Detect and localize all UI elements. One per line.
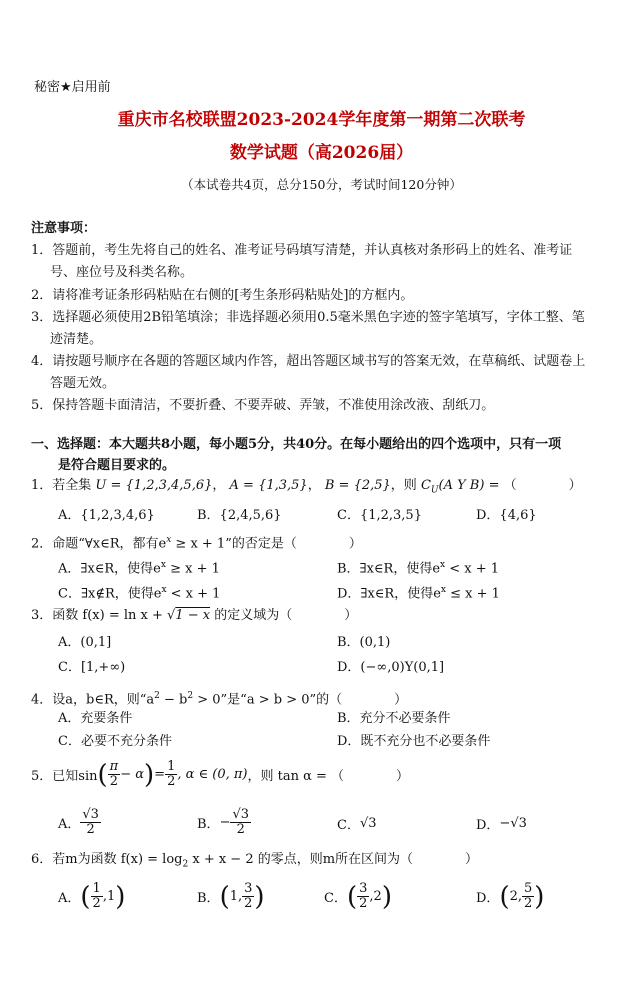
q6-b-den: 2 <box>244 896 253 911</box>
q6-d-fraction <box>522 882 534 911</box>
q1-option-d: D．{4,6} <box>476 508 537 523</box>
paren-open-icon: ( <box>219 881 230 912</box>
q1-option-a: A．{1,2,3,4,6} <box>58 508 155 523</box>
q2-stem-b: ≥ x + 1”的否定是（ ） <box>171 536 362 552</box>
note-1-cont: 号、座位号及科类名称。 <box>50 265 194 280</box>
comma: , <box>517 889 523 904</box>
q5-b-den: 2 <box>236 822 245 837</box>
q6-c-den: 2 <box>359 896 368 911</box>
q5-minus-alpha: − α <box>120 767 144 782</box>
q3-stem: 3．函数 f(x) = ln x + <box>31 608 167 623</box>
sqrt-icon: √ <box>167 608 176 623</box>
notes-heading: 注意事项： <box>31 221 97 236</box>
q3-stem-b: 的定义域为（ ） <box>210 608 358 623</box>
q6-option-a <box>58 882 125 911</box>
q6-option-b <box>197 882 265 911</box>
paren-close-icon: ) <box>534 881 545 912</box>
q4-stem: 4．设a，b∈R，则“a <box>31 692 155 708</box>
paren-open-icon: ( <box>499 881 510 912</box>
q1-expression: (A Y B) = <box>438 478 500 493</box>
q6-c-num: 3 <box>359 881 368 896</box>
paren-close-icon: ) <box>254 881 265 912</box>
q2-exponent: x <box>166 535 172 545</box>
q2-b-rest: < x + 1 <box>445 561 500 577</box>
q2-option-b <box>337 557 499 577</box>
q5-half-num: 1 <box>167 759 176 774</box>
q1-option-c: C．{1,2,3,5} <box>337 508 422 523</box>
q6-d-num: 5 <box>524 881 533 896</box>
q5-d-value: −√3 <box>499 816 527 831</box>
q6-b-lower: 1 <box>229 889 238 904</box>
q5-b-num: √3 <box>232 807 250 822</box>
question-2 <box>31 532 362 552</box>
q6-b-label: B． <box>197 891 220 906</box>
q2-a-text: A．∃x∈R，使得e <box>58 561 161 577</box>
q6-a-label: A． <box>58 891 81 906</box>
q1-set-b: B = {2,5} <box>324 478 391 493</box>
note-3: 3．选择题必须使用2B铅笔填涂；非选择题必须用0.5毫米黑色字迹的签字笔填写，字体工整、笔 <box>31 310 585 325</box>
note-4-cont: 答题无效。 <box>50 376 116 391</box>
q2-a-sup: x <box>160 560 166 570</box>
q5-a-fraction <box>80 808 101 837</box>
q2-c-rest: < x + 1 <box>166 586 221 602</box>
q3-option-d: D．(−∞,0)Y(0,1] <box>337 660 445 675</box>
question-5 <box>31 760 409 789</box>
q6-stem-b: x + x − 2 的零点，则m所在区间为（ ） <box>188 852 479 867</box>
q5-option-d <box>476 814 527 833</box>
q5-a-den: 2 <box>86 822 95 837</box>
q5-fraction-half <box>165 760 177 789</box>
note-2: 2．请将准考证条形码粘贴在右侧的[考生条形码粘贴处]的方框内。 <box>31 288 414 303</box>
note-4: 4．请按题号顺序在各题的答题区域内作答，超出答题区域书写的答案无效，在草稿纸、试题卷上 <box>31 354 586 369</box>
paren-open-icon: ( <box>80 881 91 912</box>
comma: , <box>369 889 374 904</box>
q6-c-label: C． <box>324 891 347 906</box>
q5-b-label: B． <box>197 817 220 832</box>
comma: , <box>102 889 107 904</box>
q1-complement-sub: U <box>430 485 439 496</box>
q2-b-text: B．∃x∈R，使得e <box>337 561 441 577</box>
q2-b-sup: x <box>440 560 446 570</box>
paren-close-icon: ) <box>381 881 392 912</box>
q6-a-den: 2 <box>92 896 101 911</box>
q1-sep2: ， <box>307 478 321 493</box>
q6-c-fraction <box>357 882 369 911</box>
exam-subtitle: 数学试题（高2026届） <box>229 143 414 163</box>
q6-option-d <box>476 882 544 911</box>
q3-radicand: 1 − x <box>175 608 211 623</box>
q2-d-text: D．∃x∈R，使得e <box>337 586 441 602</box>
q6-a-fraction <box>91 882 103 911</box>
q5-option-a <box>58 808 101 837</box>
q2-d-sup: x <box>440 585 446 595</box>
q3-option-a: A．(0,1] <box>58 635 112 650</box>
q6-b-fraction <box>242 882 254 911</box>
q6-stem: 6．若m为函数 f(x) = log <box>31 852 183 867</box>
q3-option-c: C．[1,+∞) <box>58 660 126 675</box>
q2-d-rest: ≤ x + 1 <box>446 586 500 602</box>
paren-open-icon: ( <box>97 759 108 790</box>
note-1: 1．答题前，考生先将自己的姓名、准考证号码填写清楚，并认真核对条形码上的姓名、准考证 <box>31 243 573 258</box>
q5-condition: , α ∈ (0, π) <box>177 767 248 782</box>
q1-sep1: ， <box>212 478 226 493</box>
q1-option-b: B．{2,4,5,6} <box>197 508 282 523</box>
section-heading-cont: 是符合题目要求的。 <box>58 458 176 473</box>
q4-stem-b: > 0”是“a > b > 0”的（ ） <box>193 692 408 708</box>
q2-option-a <box>58 557 220 577</box>
q5-d-label: D． <box>476 818 500 833</box>
q5-a-num: √3 <box>82 807 99 822</box>
q6-b-num: 3 <box>244 881 253 896</box>
q1-stem: 1．若全集 <box>31 478 92 493</box>
q6-option-c <box>324 882 392 911</box>
section-heading: 一、选择题：本大题共8小题，每小题5分，共40分。在每小题给出的四个选项中，只有一项 <box>31 437 562 452</box>
q2-c-text: C．∃x∉R，使得e <box>58 586 162 602</box>
q6-d-label: D． <box>476 891 500 906</box>
q2-c-sup: x <box>161 585 167 595</box>
q6-d-den: 2 <box>524 896 533 911</box>
paren-close-icon: ) <box>115 881 126 912</box>
q5-option-c <box>337 814 377 833</box>
q5-option-b <box>197 808 251 837</box>
q5-half-den: 2 <box>167 774 176 789</box>
q4-sup1: 2 <box>154 691 160 701</box>
q4-option-c: C．必要不充分条件 <box>58 734 172 749</box>
q1-universal-set: U = {1,2,3,4,5,6} <box>95 478 213 493</box>
q4-option-d: D．既不充分也不必要条件 <box>337 734 491 749</box>
paren-close-icon: ) <box>144 759 155 790</box>
q5-stem: 5．已知sin <box>31 769 98 784</box>
q5-c-label: C． <box>337 818 360 833</box>
q5-c-value: √3 <box>359 816 377 831</box>
q2-stem: 2．命题“∀x∈R，都有e <box>31 536 167 552</box>
question-4 <box>31 688 407 708</box>
q5-equals: = <box>154 767 166 782</box>
q4-sup2: 2 <box>187 691 194 701</box>
paren-open-icon: ( <box>346 881 358 912</box>
exam-info: （本试卷共4页，总分150分，考试时间120分钟） <box>181 177 462 192</box>
q5-frac-den: 2 <box>109 774 119 789</box>
q1-set-a: A = {1,3,5} <box>229 478 308 493</box>
q1-complement: C <box>420 478 431 493</box>
q2-a-rest: ≥ x + 1 <box>165 561 220 577</box>
q5-fraction-pi-2 <box>108 760 121 789</box>
q2-option-d <box>337 582 500 602</box>
q5-stem-b: ，则 tan α = （ ） <box>247 769 410 784</box>
question-1 <box>31 478 582 499</box>
q5-b-fraction <box>230 808 251 837</box>
q1-answer-blank: （ ） <box>503 478 582 493</box>
q6-c-upper: 2 <box>373 889 382 904</box>
q3-option-b: B．(0,1) <box>337 635 391 650</box>
comma: , <box>238 889 243 904</box>
note-5: 5．保持答题卡面清洁，不要折叠、不要弄破、弄皱，不准使用涂改液、刮纸刀。 <box>31 398 495 413</box>
q2-option-c <box>58 582 220 602</box>
question-3 <box>31 608 357 624</box>
q4-option-a: A．充要条件 <box>58 711 133 726</box>
confidential-label: 秘密★启用前 <box>34 80 111 95</box>
q6-a-upper: 1 <box>106 889 116 904</box>
question-6 <box>31 852 478 873</box>
q4-mid: − b <box>159 692 188 708</box>
q5-b-sign: − <box>219 815 231 830</box>
note-3-cont: 迹清楚。 <box>50 332 103 347</box>
q5-frac-num: π <box>109 759 119 774</box>
exam-title: 重庆市名校联盟2023-2024学年度第一期第二次联考 <box>117 110 526 130</box>
q4-option-b: B．充分不必要条件 <box>337 711 451 726</box>
q6-log-base: 2 <box>182 859 189 870</box>
q6-d-lower: 2 <box>509 889 518 904</box>
q1-stem-b: ，则 <box>390 478 417 493</box>
q6-a-num: 1 <box>92 881 101 896</box>
q5-a-label: A． <box>58 817 81 832</box>
